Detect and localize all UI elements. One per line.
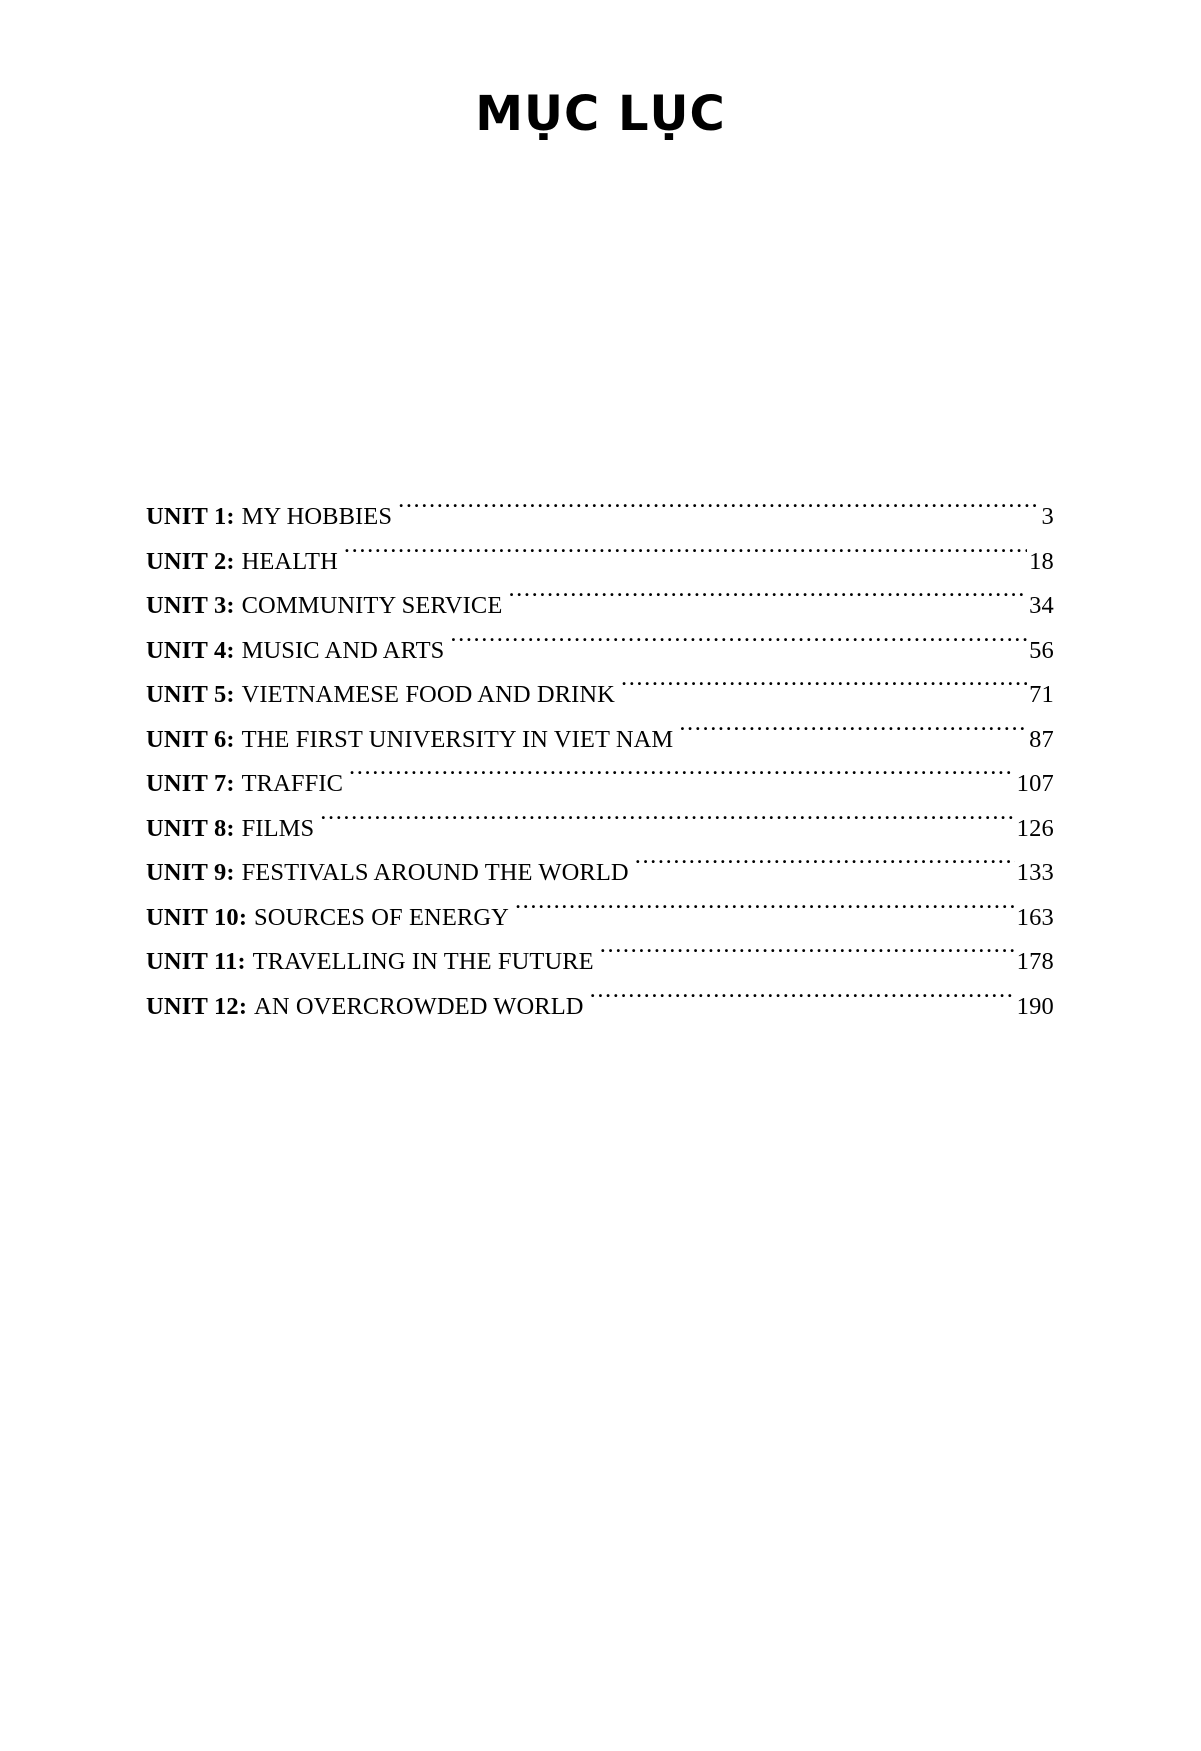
toc-separator: : bbox=[226, 503, 235, 530]
toc-page-number: 126 bbox=[1016, 814, 1054, 842]
toc-entry-title: MY HOBBIES bbox=[241, 503, 393, 530]
toc-dot-leader bbox=[600, 945, 1015, 970]
toc-entry[interactable] bbox=[146, 673, 1054, 718]
toc-entry-title: HEALTH bbox=[241, 547, 338, 575]
toc-entry-title: SOURCES OF ENERGY bbox=[254, 903, 509, 931]
toc-unit-label: UNIT 11 bbox=[146, 948, 238, 975]
toc-entry[interactable] bbox=[146, 495, 1054, 540]
toc-dot-leader bbox=[590, 989, 1015, 1014]
toc-separator: : bbox=[226, 681, 235, 708]
toc-page-number: 56 bbox=[1029, 636, 1054, 664]
toc-dot-leader bbox=[320, 811, 1014, 836]
toc-separator: : bbox=[226, 770, 235, 797]
toc-dot-leader bbox=[344, 544, 1027, 569]
toc-entry[interactable] bbox=[146, 807, 1054, 852]
toc-dot-leader bbox=[508, 589, 1027, 614]
toc-unit-label: UNIT 9 bbox=[146, 859, 227, 886]
toc-unit-label: UNIT 4 bbox=[146, 636, 227, 664]
toc-dot-leader bbox=[515, 900, 1015, 925]
toc-entry[interactable] bbox=[146, 584, 1054, 629]
toc-unit-label: UNIT 2 bbox=[146, 547, 227, 575]
toc-page-number: 190 bbox=[1016, 992, 1054, 1020]
toc-entry[interactable] bbox=[146, 762, 1054, 807]
toc-dot-leader bbox=[635, 856, 1015, 881]
toc-unit-label: UNIT 3 bbox=[146, 592, 227, 619]
toc-entry-title: VIETNAMESE FOOD AND DRINK bbox=[241, 681, 615, 708]
toc-entry[interactable] bbox=[146, 540, 1054, 585]
toc-separator: : bbox=[237, 948, 246, 975]
toc-entry-title: AN OVERCROWDED WORLD bbox=[254, 992, 584, 1020]
toc-entry-title: MUSIC AND ARTS bbox=[241, 636, 445, 664]
toc-separator: : bbox=[226, 725, 235, 753]
toc-entry-title: FILMS bbox=[241, 814, 315, 842]
toc-entry[interactable] bbox=[146, 896, 1054, 941]
toc-page-number: 34 bbox=[1029, 592, 1054, 619]
toc-page-number: 133 bbox=[1016, 859, 1054, 886]
toc-page-number: 3 bbox=[1041, 503, 1054, 530]
toc-page-number: 178 bbox=[1016, 948, 1054, 975]
toc-entry-title: TRAVELLING IN THE FUTURE bbox=[252, 948, 594, 975]
toc-entry[interactable] bbox=[146, 851, 1054, 896]
toc-separator: : bbox=[238, 992, 248, 1020]
toc-unit-label: UNIT 8 bbox=[146, 814, 227, 842]
toc-separator: : bbox=[226, 547, 235, 575]
toc-unit-label: UNIT 12 bbox=[146, 992, 239, 1020]
toc-page-number: 71 bbox=[1029, 681, 1054, 708]
toc-unit-label: UNIT 10 bbox=[146, 903, 239, 931]
toc-page-number: 18 bbox=[1029, 547, 1054, 575]
toc-unit-label: UNIT 1 bbox=[146, 503, 227, 530]
toc-unit-label: UNIT 5 bbox=[146, 681, 227, 708]
toc-entry-title: THE FIRST UNIVERSITY IN VIET NAM bbox=[241, 725, 674, 753]
table-of-contents bbox=[146, 495, 1054, 1029]
toc-entry[interactable] bbox=[146, 985, 1054, 1030]
toc-dot-leader bbox=[450, 633, 1027, 658]
toc-separator: : bbox=[238, 903, 248, 931]
toc-dot-leader bbox=[621, 678, 1027, 703]
toc-entry[interactable] bbox=[146, 718, 1054, 763]
toc-entry-title: TRAFFIC bbox=[241, 770, 344, 797]
page-title: MỤC LỤC bbox=[475, 86, 726, 142]
toc-entry-title: FESTIVALS AROUND THE WORLD bbox=[241, 859, 629, 886]
toc-separator: : bbox=[226, 636, 235, 664]
toc-unit-label: UNIT 7 bbox=[146, 770, 227, 797]
toc-page-number: 87 bbox=[1029, 725, 1054, 753]
toc-entry[interactable] bbox=[146, 940, 1054, 985]
toc-dot-leader bbox=[349, 767, 1015, 792]
toc-separator: : bbox=[226, 592, 235, 619]
toc-entry-title: COMMUNITY SERVICE bbox=[241, 592, 503, 619]
toc-dot-leader bbox=[679, 722, 1027, 747]
toc-page-number: 107 bbox=[1016, 770, 1054, 797]
toc-page-number: 163 bbox=[1016, 903, 1054, 931]
toc-dot-leader bbox=[398, 500, 1039, 525]
toc-entry[interactable] bbox=[146, 629, 1054, 674]
toc-separator: : bbox=[226, 859, 235, 886]
toc-unit-label: UNIT 6 bbox=[146, 725, 227, 753]
toc-separator: : bbox=[226, 814, 235, 842]
